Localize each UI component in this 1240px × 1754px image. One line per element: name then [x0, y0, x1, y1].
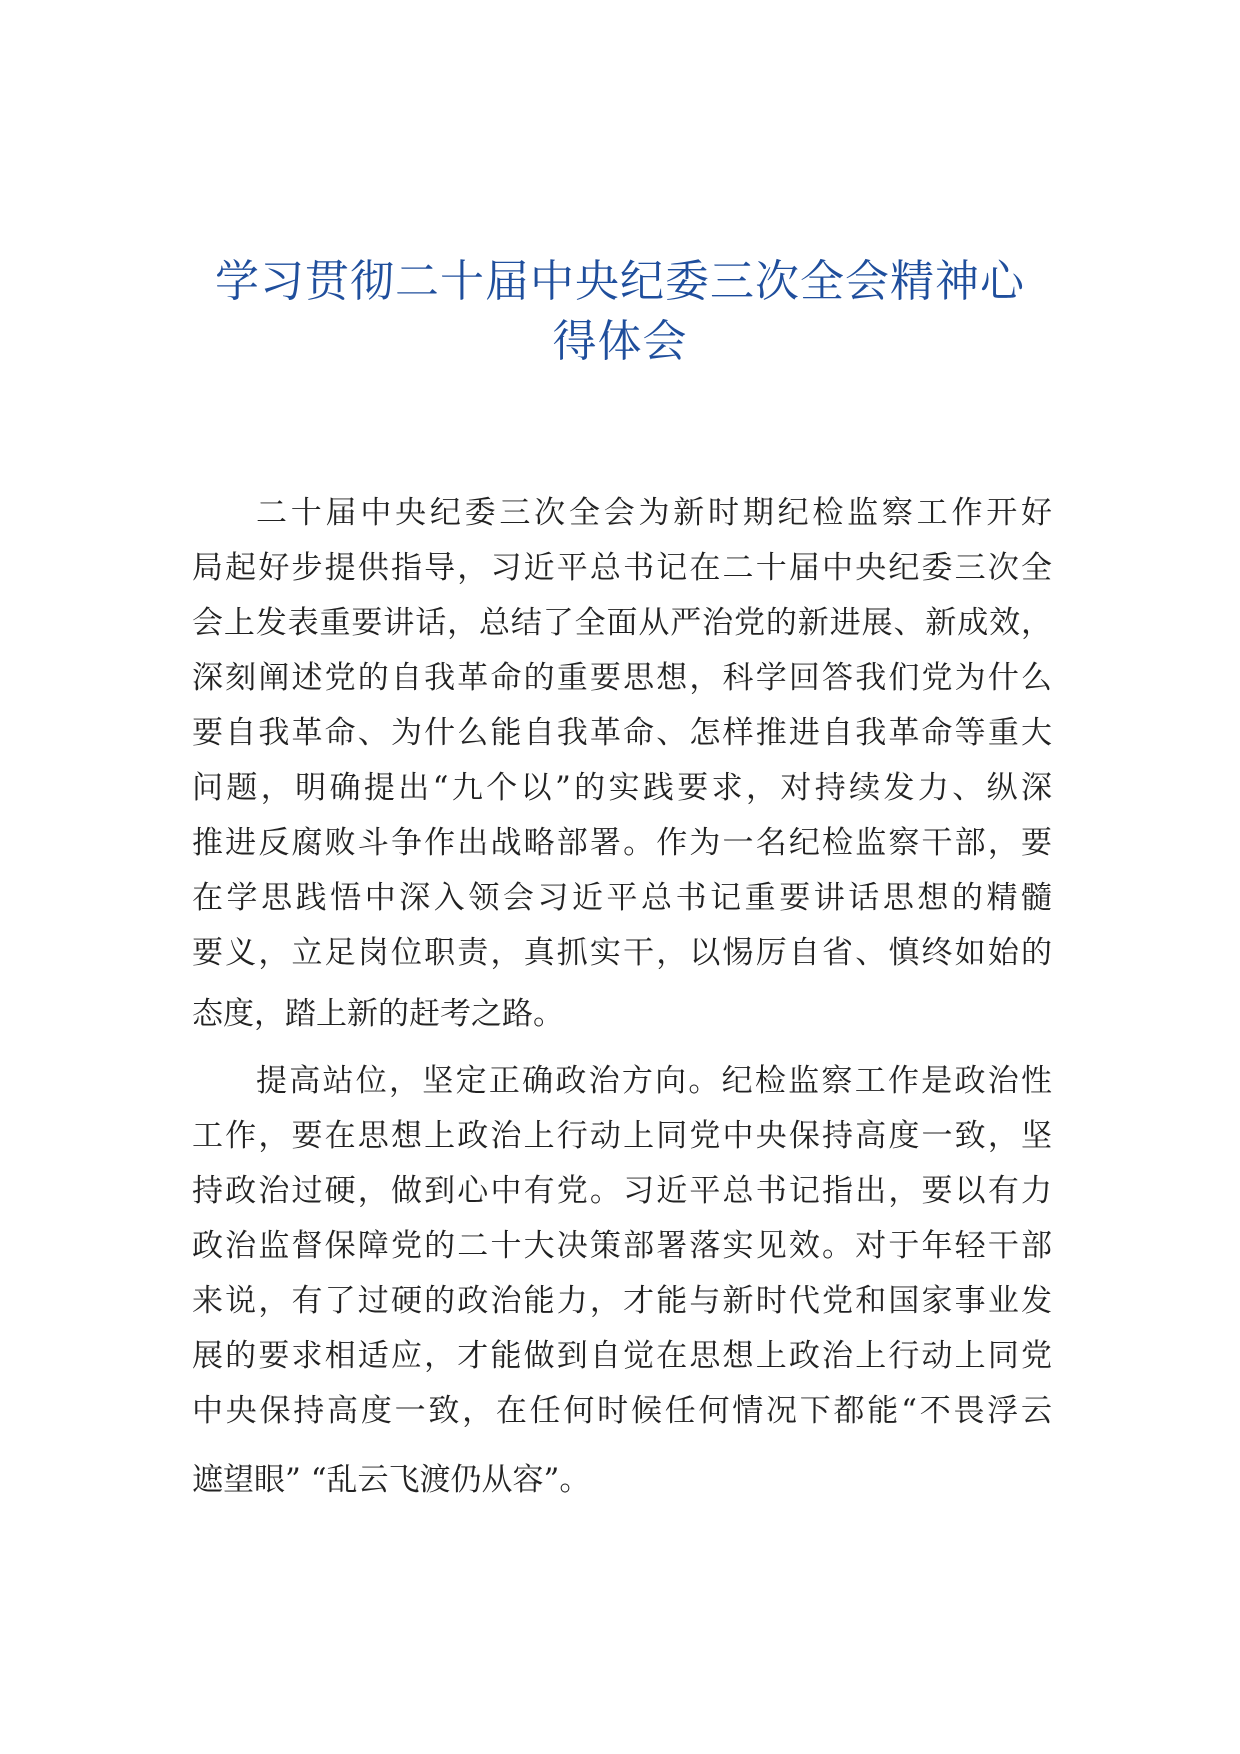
paragraph-line: 要自我革命、为什么能自我革命、怎样推进自我革命等重大	[192, 715, 1052, 751]
paragraph-line: 工作，要在思想上政治上行动上同党中央保持高度一致，坚	[192, 1118, 1052, 1154]
paragraph-line: 持政治过硬，做到心中有党。习近平总书记指出，要以有力	[192, 1173, 1052, 1209]
paragraph-2	[192, 1054, 1052, 1508]
paragraph-line: 二十届中央纪委三次全会为新时期纪检监察工作开好	[256, 495, 1052, 531]
paragraph-line: 态度，踏上新的赶考之路。	[192, 996, 564, 1032]
paragraph-line: 在学思践悟中深入领会习近平总书记重要讲话思想的精髓	[192, 880, 1052, 916]
document-body	[192, 486, 1052, 1508]
paragraph-line: 政治监督保障党的二十大决策部署落实见效。对于年轻干部	[192, 1228, 1052, 1264]
paragraph-line: 来说，有了过硬的政治能力，才能与新时代党和国家事业发	[192, 1283, 1052, 1319]
title-line-2: 得体会	[552, 316, 688, 367]
document-title	[160, 252, 1080, 372]
title-line-1: 学习贯彻二十届中央纪委三次全会精神心	[215, 256, 1025, 307]
paragraph-line: 会上发表重要讲话，总结了全面从严治党的新进展、新成效，	[192, 605, 1052, 641]
paragraph-line: 遮望眼” “乱云飞渡仍从容”。	[192, 1462, 591, 1498]
paragraph-line: 要义，立足岗位职责，真抓实干，以惕厉自省、慎终如始的	[192, 935, 1052, 971]
paragraph-1	[192, 486, 1052, 1042]
paragraph-line: 提高站位，坚定正确政治方向。纪检监察工作是政治性	[256, 1063, 1052, 1099]
paragraph-gap	[192, 1042, 1052, 1054]
paragraph-line: 深刻阐述党的自我革命的重要思想，科学回答我们党为什么	[192, 660, 1052, 696]
paragraph-line: 推进反腐败斗争作出战略部署。作为一名纪检监察干部，要	[192, 825, 1052, 861]
paragraph-line: 问题，明确提出“九个以”的实践要求，对持续发力、纵深	[192, 770, 1052, 806]
paragraph-line: 中央保持高度一致，在任何时候任何情况下都能“不畏浮云	[192, 1393, 1052, 1429]
paragraph-line: 局起好步提供指导，习近平总书记在二十届中央纪委三次全	[192, 550, 1052, 586]
paragraph-line: 展的要求相适应，才能做到自觉在思想上政治上行动上同党	[192, 1338, 1052, 1374]
